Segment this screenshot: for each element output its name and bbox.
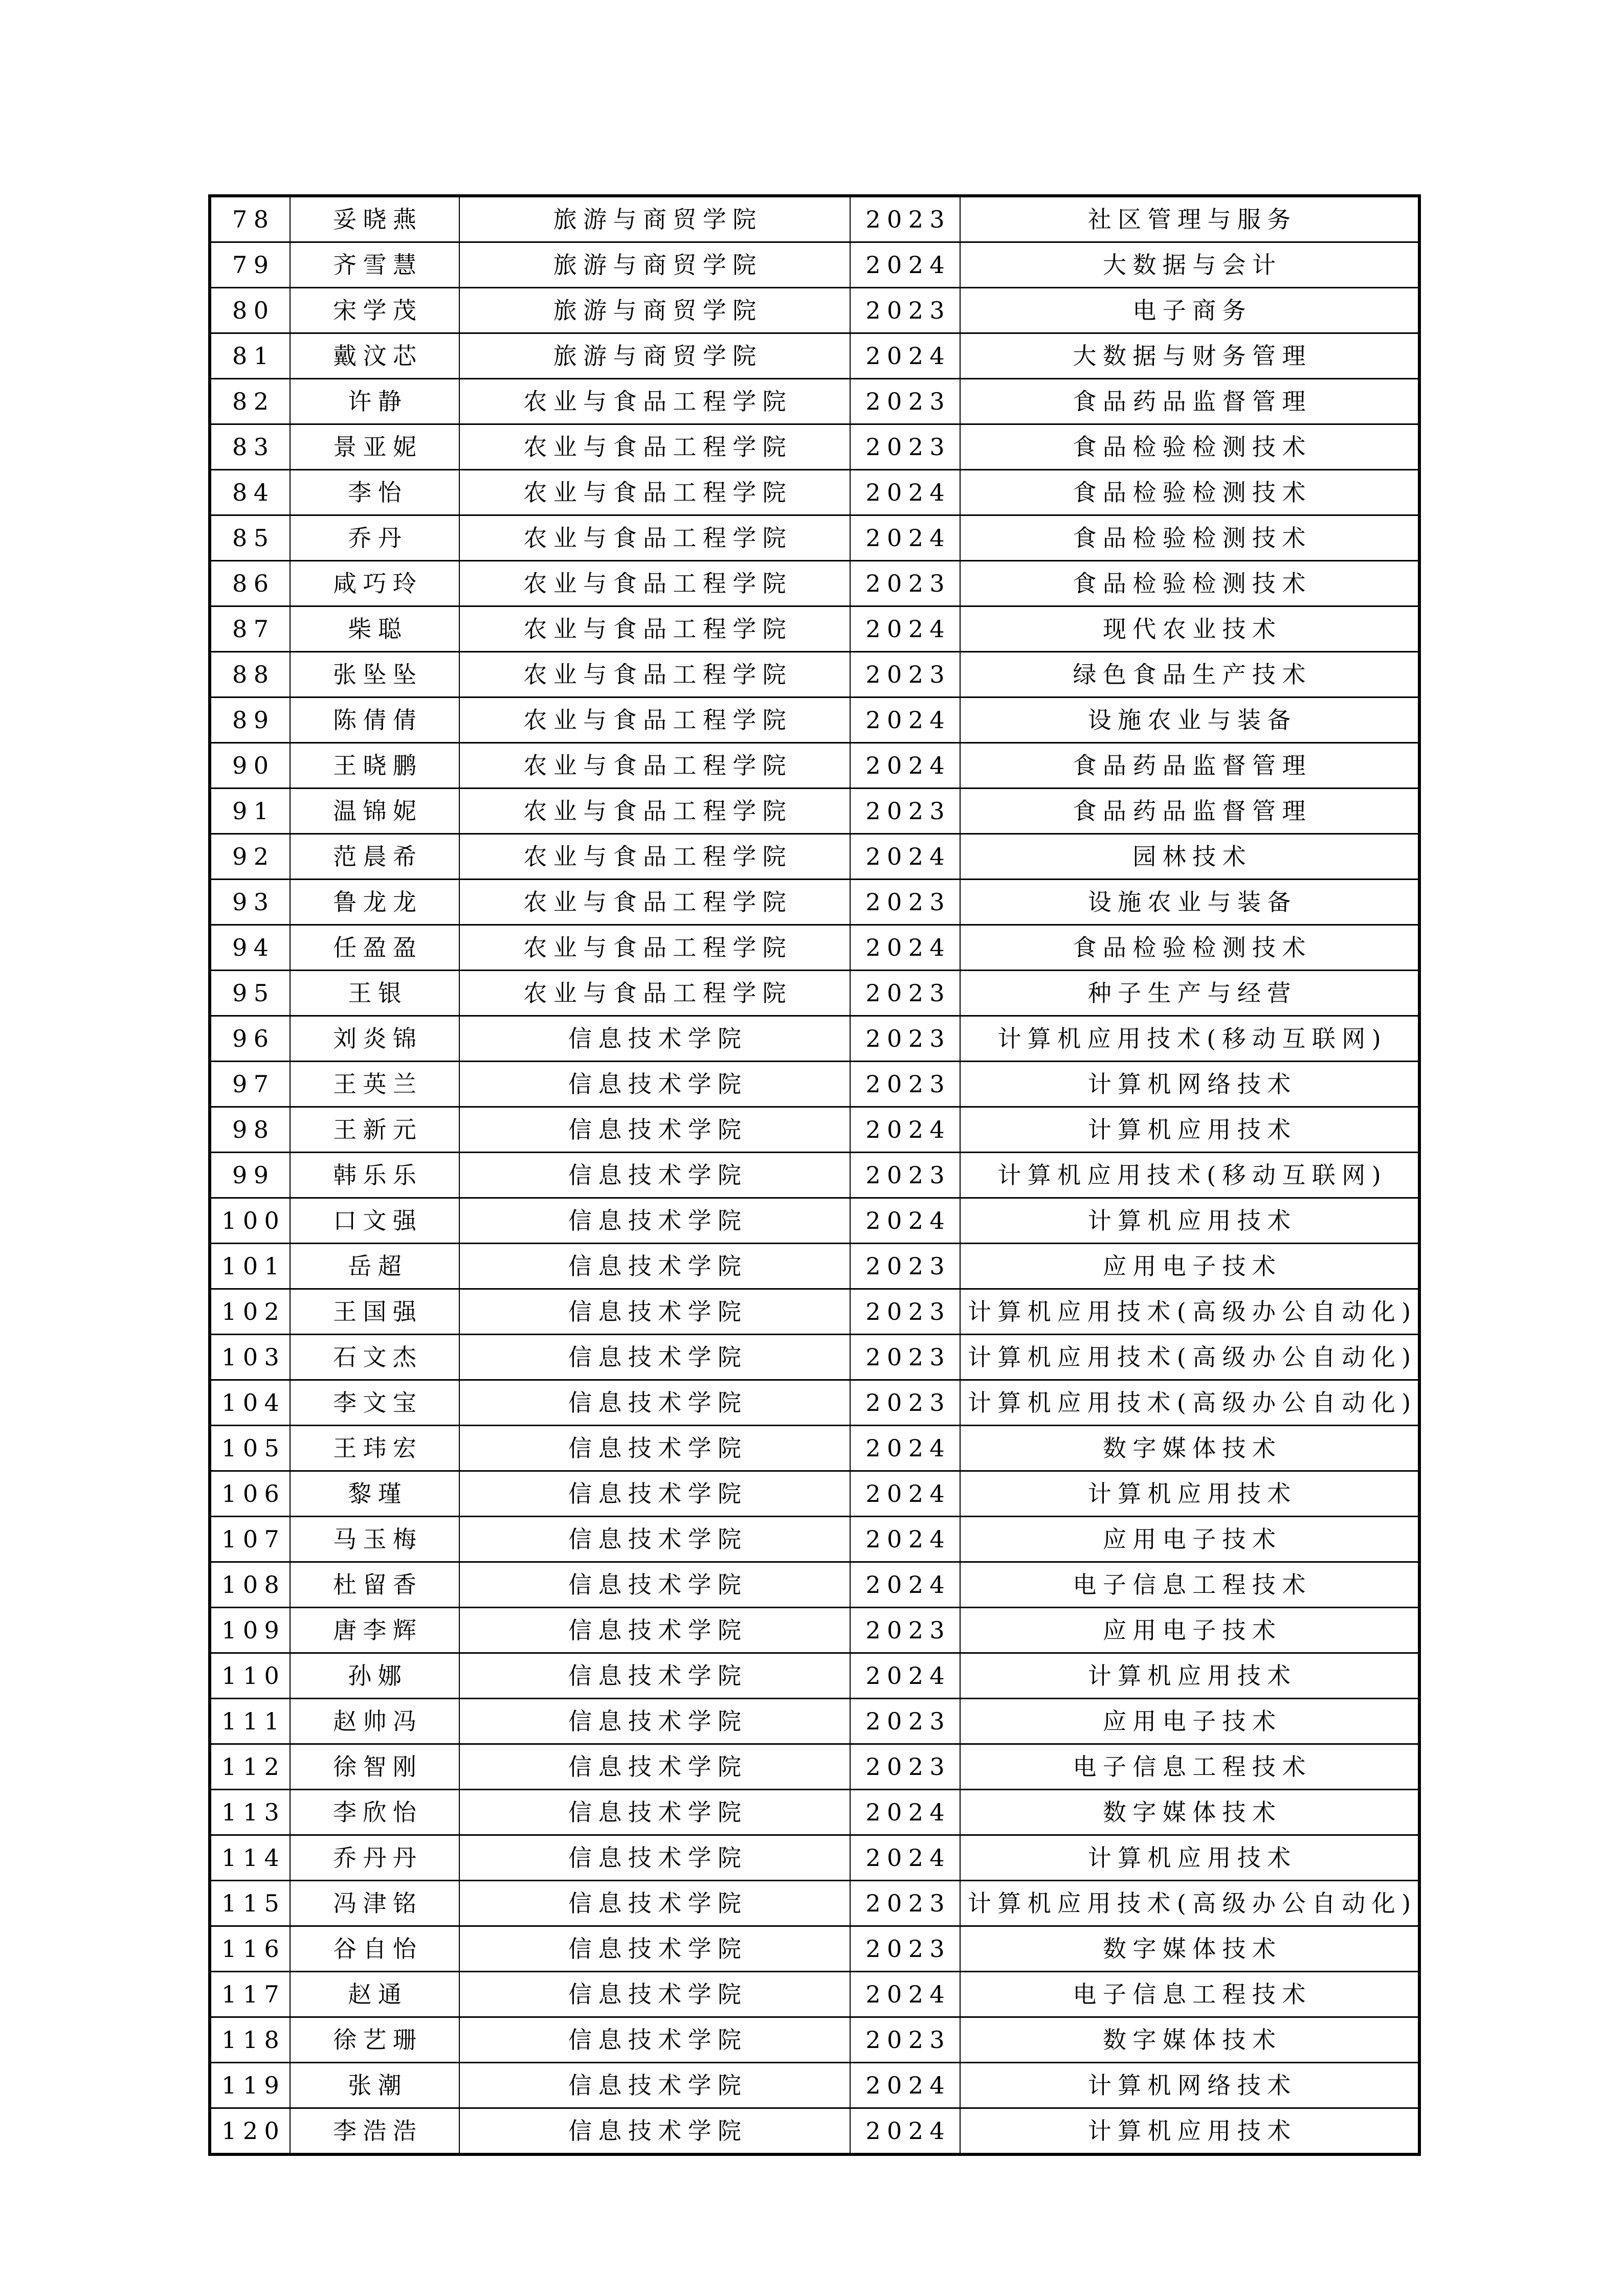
college-cell: 信息技术学院 xyxy=(459,1062,850,1107)
name-cell: 赵通 xyxy=(290,1972,459,2017)
table-row xyxy=(210,1790,1419,1835)
major-cell: 数字媒体技术 xyxy=(960,2017,1419,2063)
major-cell: 食品检验检测技术 xyxy=(960,515,1419,561)
college-cell: 农业与食品工程学院 xyxy=(459,925,850,971)
college-cell: 旅游与商贸学院 xyxy=(459,288,850,333)
major-cell: 应用电子技术 xyxy=(960,1699,1419,1744)
name-cell: 范晨希 xyxy=(290,834,459,880)
college-cell: 农业与食品工程学院 xyxy=(459,697,850,743)
table-row xyxy=(210,1699,1419,1744)
row-number-cell: 90 xyxy=(210,743,290,789)
college-cell: 信息技术学院 xyxy=(459,1835,850,1881)
year-cell: 2024 xyxy=(850,1107,960,1153)
college-cell: 旅游与商贸学院 xyxy=(459,196,850,242)
row-number-cell: 113 xyxy=(210,1790,290,1835)
college-cell: 农业与食品工程学院 xyxy=(459,789,850,834)
student-roster-table xyxy=(208,194,1421,2156)
table-row xyxy=(210,288,1419,333)
name-cell: 徐智刚 xyxy=(290,1744,459,1790)
major-cell: 计算机网络技术 xyxy=(960,2063,1419,2108)
major-cell: 计算机应用技术 xyxy=(960,1835,1419,1881)
row-number-cell: 79 xyxy=(210,242,290,288)
table-row xyxy=(210,470,1419,515)
table-row xyxy=(210,652,1419,697)
row-number-cell: 97 xyxy=(210,1062,290,1107)
table-row xyxy=(210,1608,1419,1653)
major-cell: 计算机应用技术 xyxy=(960,1107,1419,1153)
table-row xyxy=(210,1881,1419,1926)
row-number-cell: 82 xyxy=(210,379,290,424)
row-number-cell: 94 xyxy=(210,925,290,971)
row-number-cell: 120 xyxy=(210,2108,290,2155)
row-number-cell: 85 xyxy=(210,515,290,561)
college-cell: 农业与食品工程学院 xyxy=(459,515,850,561)
major-cell: 绿色食品生产技术 xyxy=(960,652,1419,697)
year-cell: 2024 xyxy=(850,1517,960,1562)
table-row xyxy=(210,834,1419,880)
major-cell: 应用电子技术 xyxy=(960,1608,1419,1653)
name-cell: 韩乐乐 xyxy=(290,1153,459,1198)
year-cell: 2024 xyxy=(850,242,960,288)
year-cell: 2023 xyxy=(850,2017,960,2063)
major-cell: 数字媒体技术 xyxy=(960,1426,1419,1471)
college-cell: 信息技术学院 xyxy=(459,1790,850,1835)
table-row xyxy=(210,1653,1419,1699)
year-cell: 2024 xyxy=(850,1653,960,1699)
major-cell: 应用电子技术 xyxy=(960,1517,1419,1562)
row-number-cell: 92 xyxy=(210,834,290,880)
college-cell: 信息技术学院 xyxy=(459,1517,850,1562)
table-row xyxy=(210,333,1419,379)
college-cell: 信息技术学院 xyxy=(459,2017,850,2063)
year-cell: 2023 xyxy=(850,1380,960,1426)
table-row xyxy=(210,561,1419,606)
name-cell: 宋学茂 xyxy=(290,288,459,333)
name-cell: 齐雪慧 xyxy=(290,242,459,288)
year-cell: 2023 xyxy=(850,789,960,834)
major-cell: 电子信息工程技术 xyxy=(960,1972,1419,2017)
year-cell: 2024 xyxy=(850,697,960,743)
college-cell: 农业与食品工程学院 xyxy=(459,470,850,515)
row-number-cell: 89 xyxy=(210,697,290,743)
row-number-cell: 91 xyxy=(210,789,290,834)
year-cell: 2024 xyxy=(850,470,960,515)
year-cell: 2023 xyxy=(850,1881,960,1926)
major-cell: 计算机应用技术(高级办公自动化) xyxy=(960,1881,1419,1926)
row-number-cell: 88 xyxy=(210,652,290,697)
row-number-cell: 106 xyxy=(210,1471,290,1517)
major-cell: 计算机应用技术(高级办公自动化) xyxy=(960,1380,1419,1426)
name-cell: 刘炎锦 xyxy=(290,1016,459,1062)
table-row xyxy=(210,1062,1419,1107)
table-row xyxy=(210,1426,1419,1471)
college-cell: 农业与食品工程学院 xyxy=(459,424,850,470)
college-cell: 信息技术学院 xyxy=(459,1562,850,1608)
college-cell: 信息技术学院 xyxy=(459,1016,850,1062)
college-cell: 信息技术学院 xyxy=(459,1926,850,1972)
row-number-cell: 84 xyxy=(210,470,290,515)
row-number-cell: 117 xyxy=(210,1972,290,2017)
name-cell: 马玉梅 xyxy=(290,1517,459,1562)
year-cell: 2024 xyxy=(850,834,960,880)
name-cell: 王玮宏 xyxy=(290,1426,459,1471)
name-cell: 柴聪 xyxy=(290,606,459,652)
row-number-cell: 119 xyxy=(210,2063,290,2108)
major-cell: 食品药品监督管理 xyxy=(960,379,1419,424)
major-cell: 计算机网络技术 xyxy=(960,1062,1419,1107)
table-row xyxy=(210,971,1419,1016)
table-row xyxy=(210,1107,1419,1153)
college-cell: 农业与食品工程学院 xyxy=(459,971,850,1016)
year-cell: 2024 xyxy=(850,1835,960,1881)
major-cell: 数字媒体技术 xyxy=(960,1926,1419,1972)
college-cell: 信息技术学院 xyxy=(459,1380,850,1426)
year-cell: 2024 xyxy=(850,1426,960,1471)
year-cell: 2024 xyxy=(850,743,960,789)
row-number-cell: 107 xyxy=(210,1517,290,1562)
name-cell: 口文强 xyxy=(290,1198,459,1244)
name-cell: 石文杰 xyxy=(290,1335,459,1380)
row-number-cell: 78 xyxy=(210,196,290,242)
name-cell: 乔丹丹 xyxy=(290,1835,459,1881)
college-cell: 信息技术学院 xyxy=(459,1244,850,1289)
name-cell: 谷自怡 xyxy=(290,1926,459,1972)
major-cell: 食品检验检测技术 xyxy=(960,561,1419,606)
name-cell: 孙娜 xyxy=(290,1653,459,1699)
year-cell: 2023 xyxy=(850,1244,960,1289)
name-cell: 任盈盈 xyxy=(290,925,459,971)
row-number-cell: 116 xyxy=(210,1926,290,1972)
row-number-cell: 98 xyxy=(210,1107,290,1153)
row-number-cell: 104 xyxy=(210,1380,290,1426)
row-number-cell: 118 xyxy=(210,2017,290,2063)
name-cell: 李文宝 xyxy=(290,1380,459,1426)
year-cell: 2024 xyxy=(850,2063,960,2108)
major-cell: 园林技术 xyxy=(960,834,1419,880)
year-cell: 2024 xyxy=(850,333,960,379)
major-cell: 食品检验检测技术 xyxy=(960,470,1419,515)
name-cell: 妥晓燕 xyxy=(290,196,459,242)
table-row xyxy=(210,925,1419,971)
college-cell: 信息技术学院 xyxy=(459,1972,850,2017)
row-number-cell: 108 xyxy=(210,1562,290,1608)
table-row xyxy=(210,789,1419,834)
college-cell: 信息技术学院 xyxy=(459,1153,850,1198)
major-cell: 计算机应用技术(移动互联网) xyxy=(960,1016,1419,1062)
table-row xyxy=(210,1517,1419,1562)
name-cell: 张潮 xyxy=(290,2063,459,2108)
row-number-cell: 80 xyxy=(210,288,290,333)
college-cell: 信息技术学院 xyxy=(459,2108,850,2155)
row-number-cell: 103 xyxy=(210,1335,290,1380)
name-cell: 咸巧玲 xyxy=(290,561,459,606)
college-cell: 信息技术学院 xyxy=(459,1426,850,1471)
table-row xyxy=(210,424,1419,470)
major-cell: 计算机应用技术(高级办公自动化) xyxy=(960,1289,1419,1335)
name-cell: 冯津铭 xyxy=(290,1881,459,1926)
year-cell: 2023 xyxy=(850,288,960,333)
table-row xyxy=(210,2108,1419,2155)
major-cell: 计算机应用技术(高级办公自动化) xyxy=(960,1335,1419,1380)
college-cell: 旅游与商贸学院 xyxy=(459,333,850,379)
college-cell: 农业与食品工程学院 xyxy=(459,880,850,925)
major-cell: 计算机应用技术(移动互联网) xyxy=(960,1153,1419,1198)
table-row xyxy=(210,1835,1419,1881)
college-cell: 信息技术学院 xyxy=(459,1699,850,1744)
major-cell: 现代农业技术 xyxy=(960,606,1419,652)
table-row xyxy=(210,1153,1419,1198)
row-number-cell: 105 xyxy=(210,1426,290,1471)
major-cell: 计算机应用技术 xyxy=(960,1653,1419,1699)
row-number-cell: 95 xyxy=(210,971,290,1016)
table-row xyxy=(210,242,1419,288)
year-cell: 2023 xyxy=(850,1335,960,1380)
row-number-cell: 83 xyxy=(210,424,290,470)
name-cell: 温锦妮 xyxy=(290,789,459,834)
row-number-cell: 93 xyxy=(210,880,290,925)
major-cell: 大数据与会计 xyxy=(960,242,1419,288)
major-cell: 社区管理与服务 xyxy=(960,196,1419,242)
name-cell: 赵帅冯 xyxy=(290,1699,459,1744)
year-cell: 2023 xyxy=(850,880,960,925)
year-cell: 2023 xyxy=(850,1062,960,1107)
table-row xyxy=(210,880,1419,925)
major-cell: 电子信息工程技术 xyxy=(960,1744,1419,1790)
name-cell: 王国强 xyxy=(290,1289,459,1335)
row-number-cell: 110 xyxy=(210,1653,290,1699)
major-cell: 设施农业与装备 xyxy=(960,880,1419,925)
year-cell: 2024 xyxy=(850,1198,960,1244)
row-number-cell: 87 xyxy=(210,606,290,652)
row-number-cell: 81 xyxy=(210,333,290,379)
college-cell: 信息技术学院 xyxy=(459,1107,850,1153)
table-row xyxy=(210,1289,1419,1335)
major-cell: 电子商务 xyxy=(960,288,1419,333)
college-cell: 旅游与商贸学院 xyxy=(459,242,850,288)
major-cell: 计算机应用技术 xyxy=(960,1198,1419,1244)
college-cell: 信息技术学院 xyxy=(459,1289,850,1335)
college-cell: 农业与食品工程学院 xyxy=(459,379,850,424)
major-cell: 电子信息工程技术 xyxy=(960,1562,1419,1608)
name-cell: 王银 xyxy=(290,971,459,1016)
name-cell: 王英兰 xyxy=(290,1062,459,1107)
major-cell: 食品药品监督管理 xyxy=(960,743,1419,789)
major-cell: 设施农业与装备 xyxy=(960,697,1419,743)
college-cell: 农业与食品工程学院 xyxy=(459,606,850,652)
year-cell: 2023 xyxy=(850,1744,960,1790)
row-number-cell: 109 xyxy=(210,1608,290,1653)
table-row xyxy=(210,1926,1419,1972)
table-row xyxy=(210,1562,1419,1608)
row-number-cell: 101 xyxy=(210,1244,290,1289)
college-cell: 信息技术学院 xyxy=(459,1608,850,1653)
row-number-cell: 112 xyxy=(210,1744,290,1790)
row-number-cell: 111 xyxy=(210,1699,290,1744)
college-cell: 信息技术学院 xyxy=(459,1653,850,1699)
year-cell: 2024 xyxy=(850,2108,960,2155)
year-cell: 2023 xyxy=(850,1699,960,1744)
table-row xyxy=(210,1744,1419,1790)
major-cell: 种子生产与经营 xyxy=(960,971,1419,1016)
name-cell: 王晓鹏 xyxy=(290,743,459,789)
year-cell: 2023 xyxy=(850,561,960,606)
name-cell: 岳超 xyxy=(290,1244,459,1289)
table-row xyxy=(210,1244,1419,1289)
college-cell: 信息技术学院 xyxy=(459,2063,850,2108)
major-cell: 食品药品监督管理 xyxy=(960,789,1419,834)
college-cell: 信息技术学院 xyxy=(459,1744,850,1790)
table-row xyxy=(210,1335,1419,1380)
name-cell: 徐艺珊 xyxy=(290,2017,459,2063)
name-cell: 李浩浩 xyxy=(290,2108,459,2155)
year-cell: 2024 xyxy=(850,925,960,971)
name-cell: 张坠坠 xyxy=(290,652,459,697)
name-cell: 王新元 xyxy=(290,1107,459,1153)
major-cell: 食品检验检测技术 xyxy=(960,424,1419,470)
table-row xyxy=(210,606,1419,652)
table-row xyxy=(210,2017,1419,2063)
year-cell: 2023 xyxy=(850,1289,960,1335)
row-number-cell: 102 xyxy=(210,1289,290,1335)
major-cell: 大数据与财务管理 xyxy=(960,333,1419,379)
table-row xyxy=(210,1016,1419,1062)
row-number-cell: 100 xyxy=(210,1198,290,1244)
name-cell: 戴汶芯 xyxy=(290,333,459,379)
table-row xyxy=(210,1471,1419,1517)
college-cell: 农业与食品工程学院 xyxy=(459,834,850,880)
year-cell: 2023 xyxy=(850,196,960,242)
college-cell: 农业与食品工程学院 xyxy=(459,561,850,606)
name-cell: 鲁龙龙 xyxy=(290,880,459,925)
year-cell: 2024 xyxy=(850,515,960,561)
table-row xyxy=(210,379,1419,424)
year-cell: 2023 xyxy=(850,1016,960,1062)
row-number-cell: 86 xyxy=(210,561,290,606)
name-cell: 杜留香 xyxy=(290,1562,459,1608)
college-cell: 信息技术学院 xyxy=(459,1198,850,1244)
name-cell: 许静 xyxy=(290,379,459,424)
college-cell: 信息技术学院 xyxy=(459,1881,850,1926)
year-cell: 2023 xyxy=(850,1153,960,1198)
major-cell: 应用电子技术 xyxy=(960,1244,1419,1289)
name-cell: 李欣怡 xyxy=(290,1790,459,1835)
year-cell: 2024 xyxy=(850,1790,960,1835)
row-number-cell: 114 xyxy=(210,1835,290,1881)
college-cell: 信息技术学院 xyxy=(459,1335,850,1380)
major-cell: 食品检验检测技术 xyxy=(960,925,1419,971)
table-row xyxy=(210,515,1419,561)
table-row xyxy=(210,697,1419,743)
year-cell: 2023 xyxy=(850,652,960,697)
table-row xyxy=(210,743,1419,789)
year-cell: 2024 xyxy=(850,1471,960,1517)
row-number-cell: 96 xyxy=(210,1016,290,1062)
name-cell: 唐李辉 xyxy=(290,1608,459,1653)
year-cell: 2023 xyxy=(850,1926,960,1972)
year-cell: 2023 xyxy=(850,971,960,1016)
year-cell: 2023 xyxy=(850,379,960,424)
name-cell: 李怡 xyxy=(290,470,459,515)
college-cell: 农业与食品工程学院 xyxy=(459,652,850,697)
row-number-cell: 99 xyxy=(210,1153,290,1198)
name-cell: 陈倩倩 xyxy=(290,697,459,743)
row-number-cell: 115 xyxy=(210,1881,290,1926)
year-cell: 2023 xyxy=(850,1608,960,1653)
year-cell: 2024 xyxy=(850,1562,960,1608)
name-cell: 黎瑾 xyxy=(290,1471,459,1517)
year-cell: 2024 xyxy=(850,606,960,652)
table-row xyxy=(210,1972,1419,2017)
name-cell: 乔丹 xyxy=(290,515,459,561)
year-cell: 2023 xyxy=(850,424,960,470)
college-cell: 农业与食品工程学院 xyxy=(459,743,850,789)
table-row xyxy=(210,2063,1419,2108)
name-cell: 景亚妮 xyxy=(290,424,459,470)
table-row xyxy=(210,1198,1419,1244)
major-cell: 计算机应用技术 xyxy=(960,1471,1419,1517)
college-cell: 信息技术学院 xyxy=(459,1471,850,1517)
table-row xyxy=(210,1380,1419,1426)
major-cell: 数字媒体技术 xyxy=(960,1790,1419,1835)
table-row xyxy=(210,196,1419,242)
student-roster-body xyxy=(210,196,1419,2154)
year-cell: 2024 xyxy=(850,1972,960,2017)
major-cell: 计算机应用技术 xyxy=(960,2108,1419,2155)
